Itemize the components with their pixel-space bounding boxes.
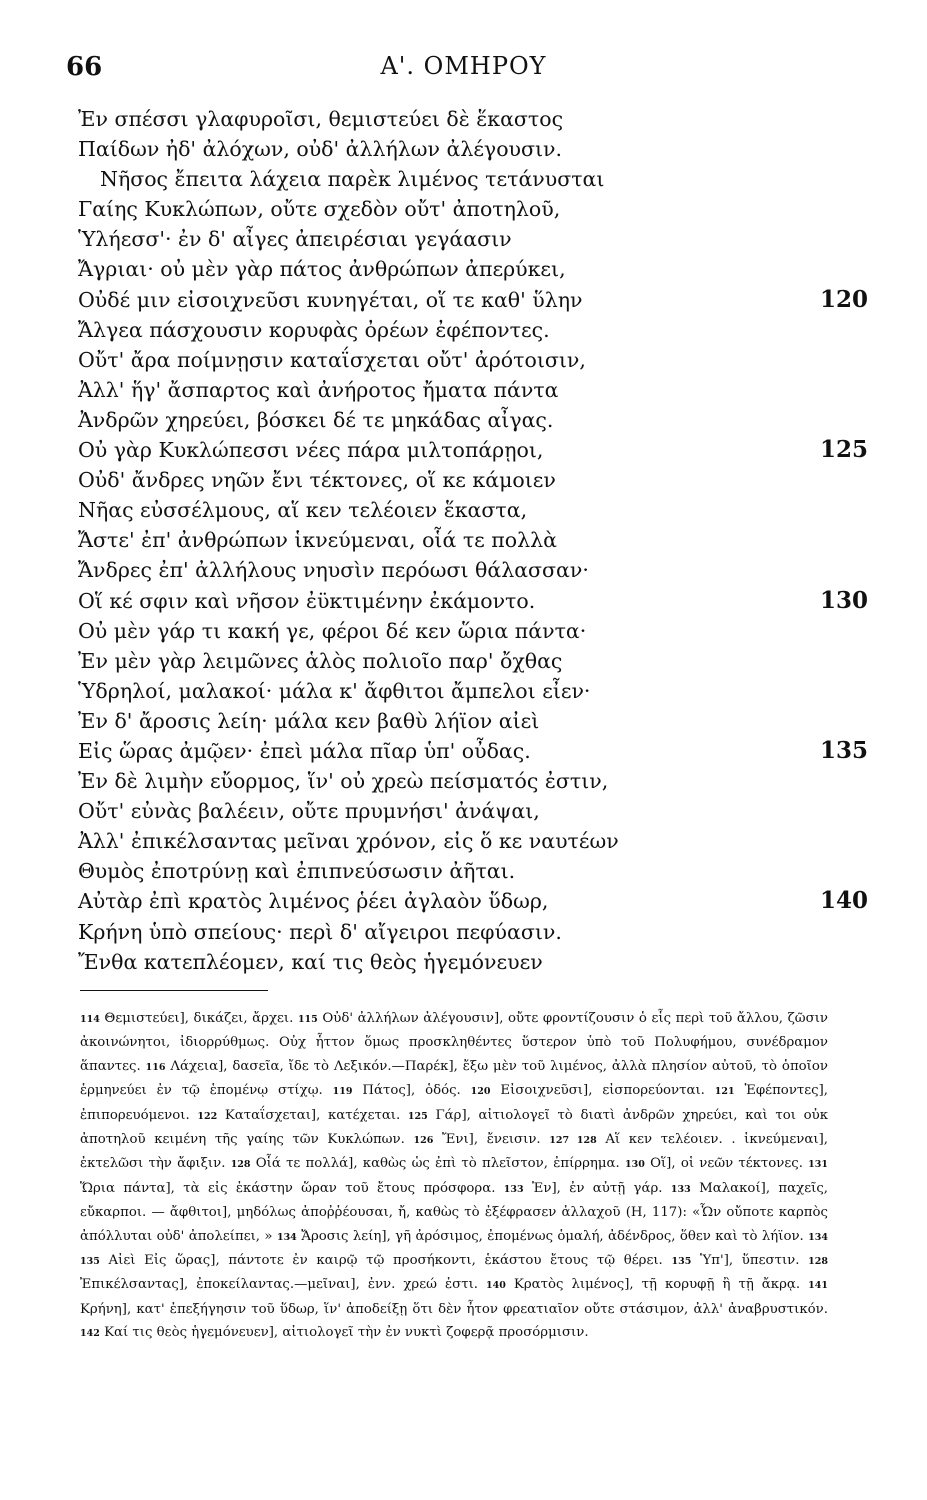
footnote xyxy=(625,1156,803,1171)
footnote-text: Ἐφέποντες], ἐπιπορευόμενοι. xyxy=(80,1083,829,1123)
verse-line xyxy=(78,345,868,375)
verse-line xyxy=(78,826,868,856)
verse-line xyxy=(78,465,868,495)
line-number: 120 xyxy=(819,285,868,313)
verse-line xyxy=(78,285,868,315)
verse-text: Ἀλλ' ἥγ' ἄσπαρτος καὶ ἀνήροτος ἤματα πάντα xyxy=(78,377,559,402)
verse-line xyxy=(78,676,868,706)
verse-text: Ἔνθα κατεπλέομεν, καί τις θεὸς ἡγεμόνευεν xyxy=(78,949,543,974)
verse-line xyxy=(78,586,868,616)
verse-text: Θυμὸς ἐποτρύνῃ καὶ ἐπιπνεύσωσιν ἀῆται. xyxy=(78,859,516,884)
verse-line xyxy=(78,224,868,254)
footnote-text: Ὥρια πάντα], τὰ εἰς ἑκάστην ὥραν τοῦ ἔτους πρόσφορα. xyxy=(80,1180,496,1196)
verse-text: Οὔτ' ἄρα ποίμνῃσιν καταΐσχεται οὔτ' ἀρότοισιν, xyxy=(78,347,586,372)
verse-line xyxy=(78,104,868,134)
verse-text: Ἐν σπέσσι γλαφυροῖσι, θεμιστεύει δὲ ἕκαστος xyxy=(78,107,564,131)
footnote-ref: 121 xyxy=(714,1086,735,1098)
verse-text: Ἄνδρες ἐπ' ἀλλήλους νηυσὶν περόωσι θάλασσαν· xyxy=(78,558,589,583)
footnote-text: Κρήνη], κατ' ἐπεξήγησιν τοῦ ὕδωρ, ἵν' ἀποδείξῃ ὅτι δὲν ἦτον φρεατιαῖον οὔτε στάσιμον, ἀλλ' ἀναβρυστικόν. xyxy=(80,1301,828,1317)
verse-text: Ἀλλ' ἐπικέλσαντας μεῖναι χρόνον, εἰς ὅ κε ναυτέων xyxy=(78,829,619,854)
footnote-text: Ἐπικέλσαντας], ἐποκείλαντας.—μεῖναι], ἐνν. χρεώ ἐστι. xyxy=(80,1277,479,1293)
footnote-ref: 115 xyxy=(297,1014,318,1025)
verse-line xyxy=(78,886,868,916)
footnote-ref: 116 xyxy=(145,1061,166,1073)
verse-line xyxy=(78,405,868,435)
verse-line xyxy=(78,134,868,164)
footnote-ref: 125 xyxy=(407,1110,428,1122)
footnote-rule xyxy=(80,990,268,991)
footnote-text: Καταΐσχεται], κατέχεται. xyxy=(224,1107,401,1123)
footnote-ref: 128 xyxy=(230,1159,251,1171)
footnote xyxy=(277,1229,804,1244)
footnote xyxy=(486,1277,800,1292)
verse-text: Οὐ μὲν γάρ τι κακή γε, φέροι δέ κεν ὥρια πάντα· xyxy=(78,618,587,643)
verse-block xyxy=(78,104,868,977)
verse-text: Ἄλγεα πάσχουσιν κορυφὰς ὀρέων ἐφέποντες. xyxy=(78,317,550,342)
verse-text: Γαίης Κυκλώπων, οὔτε σχεδὸν οὔτ' ἀποτηλοῦ, xyxy=(78,197,561,222)
footnote-text: Γάρ], αἰτιολογεῖ τὸ διατὶ ἀνδρῶν χηρεύει, καὶ τοι οὐκ ἀποτηλοῦ κειμένη τῆς γαίης τῶν Κυκλώπων. xyxy=(80,1107,828,1148)
verse-text: Ἐν δὲ λιμὴν εὔορμος, ἵν' οὐ χρεὼ πείσματός ἐστιν, xyxy=(78,769,609,794)
verse-text: Εἰς ὥρας ἀμῷεν· ἐπεὶ μάλα πῖαρ ὑπ' οὖδας. xyxy=(78,738,531,763)
footnote-ref: 131 xyxy=(808,1159,829,1171)
footnote-text: Κρατὸς λιμένος], τῇ κορυφῇ ἢ τῇ ἄκρᾳ. xyxy=(513,1277,801,1293)
footnote-ref: 133 xyxy=(670,1183,691,1195)
footnote-ref: 127 128 xyxy=(549,1135,597,1147)
verse-text: Παίδων ἠδ' ἀλόχων, οὐδ' ἀλλήλων ἀλέγουσιν. xyxy=(78,137,563,162)
footnote-text: Πάτος], ὁδός. xyxy=(362,1083,461,1099)
footnote-text: Θεμιστεύει], δικάζει, ἄρχει. xyxy=(104,1011,294,1026)
footnote-ref: 119 xyxy=(332,1086,353,1098)
verse-text: Οὐ γὰρ Κυκλώπεσσι νέες πάρα μιλτοπάρῃοι, xyxy=(78,438,544,463)
verse-line xyxy=(78,315,868,345)
verse-text: Ὑδρηλοί, μαλακοί· μάλα κ' ἄφθιτοι ἄμπελοι εἶεν· xyxy=(78,678,591,703)
footnote-text: Αἵ κεν τελέοιεν. . ἱκνεύμεναι], ἐκτελῶσι τὴν ἄφιξιν. xyxy=(80,1132,828,1172)
verse-text: Ἀνδρῶν χηρεύει, βόσκει δέ τε μηκάδας αἶγας. xyxy=(78,407,554,432)
line-number: 140 xyxy=(819,887,868,915)
verse-line xyxy=(78,495,868,525)
verse-text: Ὑλήεσσ'· ἐν δ' αἶγες ἀπειρέσιαι γεγάασιν xyxy=(78,227,512,252)
verse-line xyxy=(78,736,868,766)
footnote-text: Ἄροσις λείη], γῆ ἀρόσιμος, ἐπομένως ὁμαλή, ἀδένδρος, ὅθεν καὶ τὸ λήϊον. xyxy=(301,1228,804,1244)
footnote-ref: 133 xyxy=(503,1183,524,1195)
footnote-text: Εἰσοιχνεῦσι], εἰσπορεύονται. xyxy=(500,1083,705,1099)
verse-line xyxy=(78,766,868,796)
footnote-text: Οἵ], οἱ νεῶν τέκτονες. xyxy=(650,1156,803,1172)
verse-line xyxy=(78,435,868,465)
footnotes-block xyxy=(80,1007,828,1346)
verse-line xyxy=(78,525,868,555)
footnote xyxy=(671,1253,799,1268)
verse-line xyxy=(78,796,868,826)
footnote-text: Οἷά τε πολλά], καθὼς ὡς ἐπὶ τὸ πλεῖστον, ἐπίρρημα. xyxy=(255,1156,620,1172)
footnote xyxy=(504,1181,663,1196)
verse-text: Ἄγριαι· οὐ μὲν γὰρ πάτος ἀνθρώπων ἀπερύκει, xyxy=(78,257,566,282)
verse-text: Οὐδέ μιν εἰσοιχνεῦσι κυνηγέται, οἵ τε καθ' ὕλην xyxy=(78,287,583,312)
verse-line xyxy=(78,375,868,405)
footnote-text: Ἔνι], ἔνεισιν. xyxy=(441,1132,541,1148)
footnote-ref: 120 xyxy=(470,1086,491,1098)
running-title: Α'. ΟΜΗΡΟΥ xyxy=(380,52,547,80)
verse-text: Νῆας εὐσσέλμους, αἵ κεν τελέοιεν ἕκαστα, xyxy=(78,498,528,523)
footnote xyxy=(80,1325,589,1340)
verse-line xyxy=(78,616,868,646)
footnote-ref: 134 xyxy=(276,1231,297,1243)
verse-line xyxy=(78,947,868,977)
footnote-ref: 135 xyxy=(671,1256,692,1268)
footnote-text: Καί τις θεὸς ἡγεμόνευεν], αἰτιολογεῖ τὴν ἐν νυκτὶ ζοφερᾷ προσόρμισιν. xyxy=(104,1325,589,1341)
verse-text: Αὐτὰρ ἐπὶ κρατὸς λιμένος ῥέει ἀγλαὸν ὕδωρ, xyxy=(78,889,549,914)
footnote-ref: 141 xyxy=(808,1280,828,1292)
footnote-text: Μαλακοί], παχεῖς, εὔκαρποι. — ἄφθιτοι], μηδόλως ἀποῤῥέουσαι, ἤ, καθὼς τὸ ἐξέφρασεν ἀλλαχοῦ (Η, 117): «Ὧν οὔποτε καρπὸς ἀπόλλυται οὐδ' ἀπολείπει, » xyxy=(80,1180,828,1244)
line-number: 135 xyxy=(819,736,868,764)
verse-line xyxy=(78,164,868,194)
footnote-ref: 128 xyxy=(808,1256,828,1268)
verse-line xyxy=(78,555,868,585)
footnote-ref: 126 xyxy=(413,1135,434,1147)
footnote-text: Λάχεια], δασεῖα, ἴδε τὸ Λεξικόν.—Παρέκ], ἔξω μὲν τοῦ λιμένος, ἀλλὰ πλησίον αὐτοῦ, τὸ ὁποῖον ἑρμηνεύει ἐν τῷ ἑπομένῳ στίχῳ. xyxy=(80,1058,828,1099)
footnote xyxy=(231,1156,620,1171)
footnote-text: Οὐδ' ἀλλήλων ἀλέγουσιν], οὔτε φροντίζουσιν ὁ εἷς περὶ τοῦ ἄλλου, ζῶσιν ἀκοινώνητοι, ἰδιορρύθμως. Οὐχ ἧττον ὅμως προσκληθέντες ὕστερον ὑπὸ τοῦ Πολυφήμου, συνέδραμον ἅπαντες. xyxy=(80,1011,828,1074)
line-number: 130 xyxy=(819,586,868,614)
page-number: 66 xyxy=(66,52,103,82)
line-number: 125 xyxy=(819,436,868,464)
footnote-ref: 122 xyxy=(197,1110,218,1122)
verse-line xyxy=(78,856,868,886)
footnote-text: Αἰεὶ Εἰς ὥρας], πάντοτε ἐν καιρῷ τῷ προσήκοντι, ἑκάστου ἔτους τῷ θέρει. xyxy=(108,1253,663,1269)
footnote xyxy=(197,1108,400,1123)
footnote-text: Ἐν], ἐν αὐτῇ γάρ. xyxy=(532,1180,663,1196)
footnote xyxy=(413,1132,540,1147)
footnote-ref: 114 xyxy=(80,1014,100,1025)
footnote-ref: 134 135 xyxy=(80,1231,829,1268)
verse-line xyxy=(78,194,868,224)
verse-text: Ἐν δ' ἄροσις λείη· μάλα κεν βαθὺ λήϊον αἰεὶ xyxy=(78,708,540,733)
footnote xyxy=(80,1011,293,1026)
verse-line xyxy=(78,706,868,736)
footnote xyxy=(333,1083,461,1098)
footnote xyxy=(471,1083,705,1098)
verse-line xyxy=(78,646,868,676)
verse-text: Οὔτ' εὐνὰς βαλέειν, οὔτε πρυμνήσι' ἀνάψαι, xyxy=(78,799,540,824)
verse-text: Ἐν μὲν γὰρ λειμῶνες ἁλὸς πολιοῖο παρ' ὄχθας xyxy=(78,648,563,673)
verse-text: Νῆσος ἔπειτα λάχεια παρὲκ λιμένος τετάνυσται xyxy=(100,167,605,192)
footnote-ref: 130 xyxy=(624,1159,645,1171)
verse-line xyxy=(78,254,868,284)
verse-text: Οἵ κέ σφιν καὶ νῆσον ἐϋκτιμένην ἐκάμοντο. xyxy=(78,588,536,613)
verse-line xyxy=(78,917,868,947)
footnote-text: Ὑπ'], ὕπεστιν. xyxy=(700,1253,800,1269)
verse-text: Κρήνη ὑπὸ σπείους· περὶ δ' αἴγειροι πεφύασιν. xyxy=(78,919,562,944)
verse-text: Ἄστε' ἐπ' ἀνθρώπων ἱκνεύμεναι, οἷά τε πολλὰ xyxy=(78,528,557,553)
verse-text: Οὐδ' ἄνδρες νηῶν ἔνι τέκτονες, οἵ κε κάμοιεν xyxy=(78,468,556,493)
footnote-ref: 142 xyxy=(80,1328,100,1340)
footnote-ref: 140 xyxy=(486,1280,506,1292)
